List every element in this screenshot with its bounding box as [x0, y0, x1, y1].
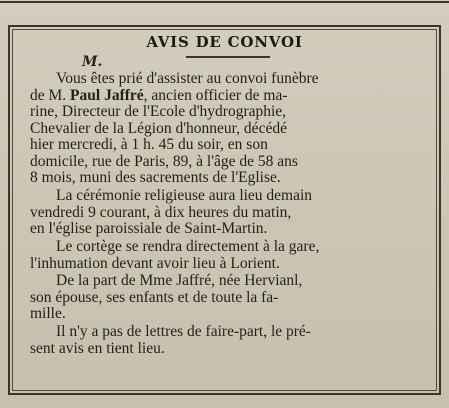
title-underline	[186, 56, 270, 58]
text-line: vendredi 9 courant, à dix heures du matin,	[30, 203, 292, 221]
notice-paragraph-cortege	[30, 239, 420, 272]
text-line: domicile, rue de Paris, 89, à l'âge de 58 ans	[30, 152, 298, 170]
text-line: son épouse, ses enfants et de toute la fa-	[30, 288, 279, 306]
text-line: La cérémonie religieuse aura lieu demain	[56, 187, 313, 204]
text-line: 8 mois, muni des sacrements de l'Eglise.	[30, 169, 281, 186]
notice-paragraph-family	[30, 273, 420, 323]
notice-paragraph-closing	[30, 324, 420, 357]
funeral-notice-box	[8, 25, 441, 395]
text-line: De la part de Mme Jaffré, née Hervianl,	[56, 272, 303, 289]
text-line: Il n'y a pas de lettres de faire-part, le pré-	[56, 323, 311, 340]
text-line: sent avis en tient lieu.	[30, 339, 165, 357]
text-line: Chevalier de la Légion d'honneur, décédé	[30, 119, 287, 137]
text-line: mille.	[30, 305, 66, 322]
notice-salutation: M.	[82, 54, 103, 70]
text-line: de M. Paul Jaffré, ancien officier de ma-	[30, 86, 288, 104]
text-line: l'inhumation devant avoir lieu à Lorient.	[30, 254, 280, 272]
deceased-name: Paul Jaffré	[70, 86, 144, 104]
text-line: Le cortège se rendra directement à la gare,	[56, 238, 320, 255]
column-top-rule	[0, 1, 449, 3]
text-line: Vous êtes prié d'assister au convoi funèbre	[56, 70, 319, 87]
text-line: hier mercredi, à 1 h. 45 du soir, en son	[30, 136, 268, 153]
notice-title: AVIS DE CONVOI	[146, 33, 303, 51]
text-line: en l'église paroissiale de Saint-Martin.	[30, 220, 268, 237]
notice-paragraph-ceremony	[30, 188, 420, 238]
text-line: rine, Directeur de l'Ecole d'hydrographie,	[30, 103, 287, 120]
notice-paragraph-announcement	[30, 71, 420, 187]
